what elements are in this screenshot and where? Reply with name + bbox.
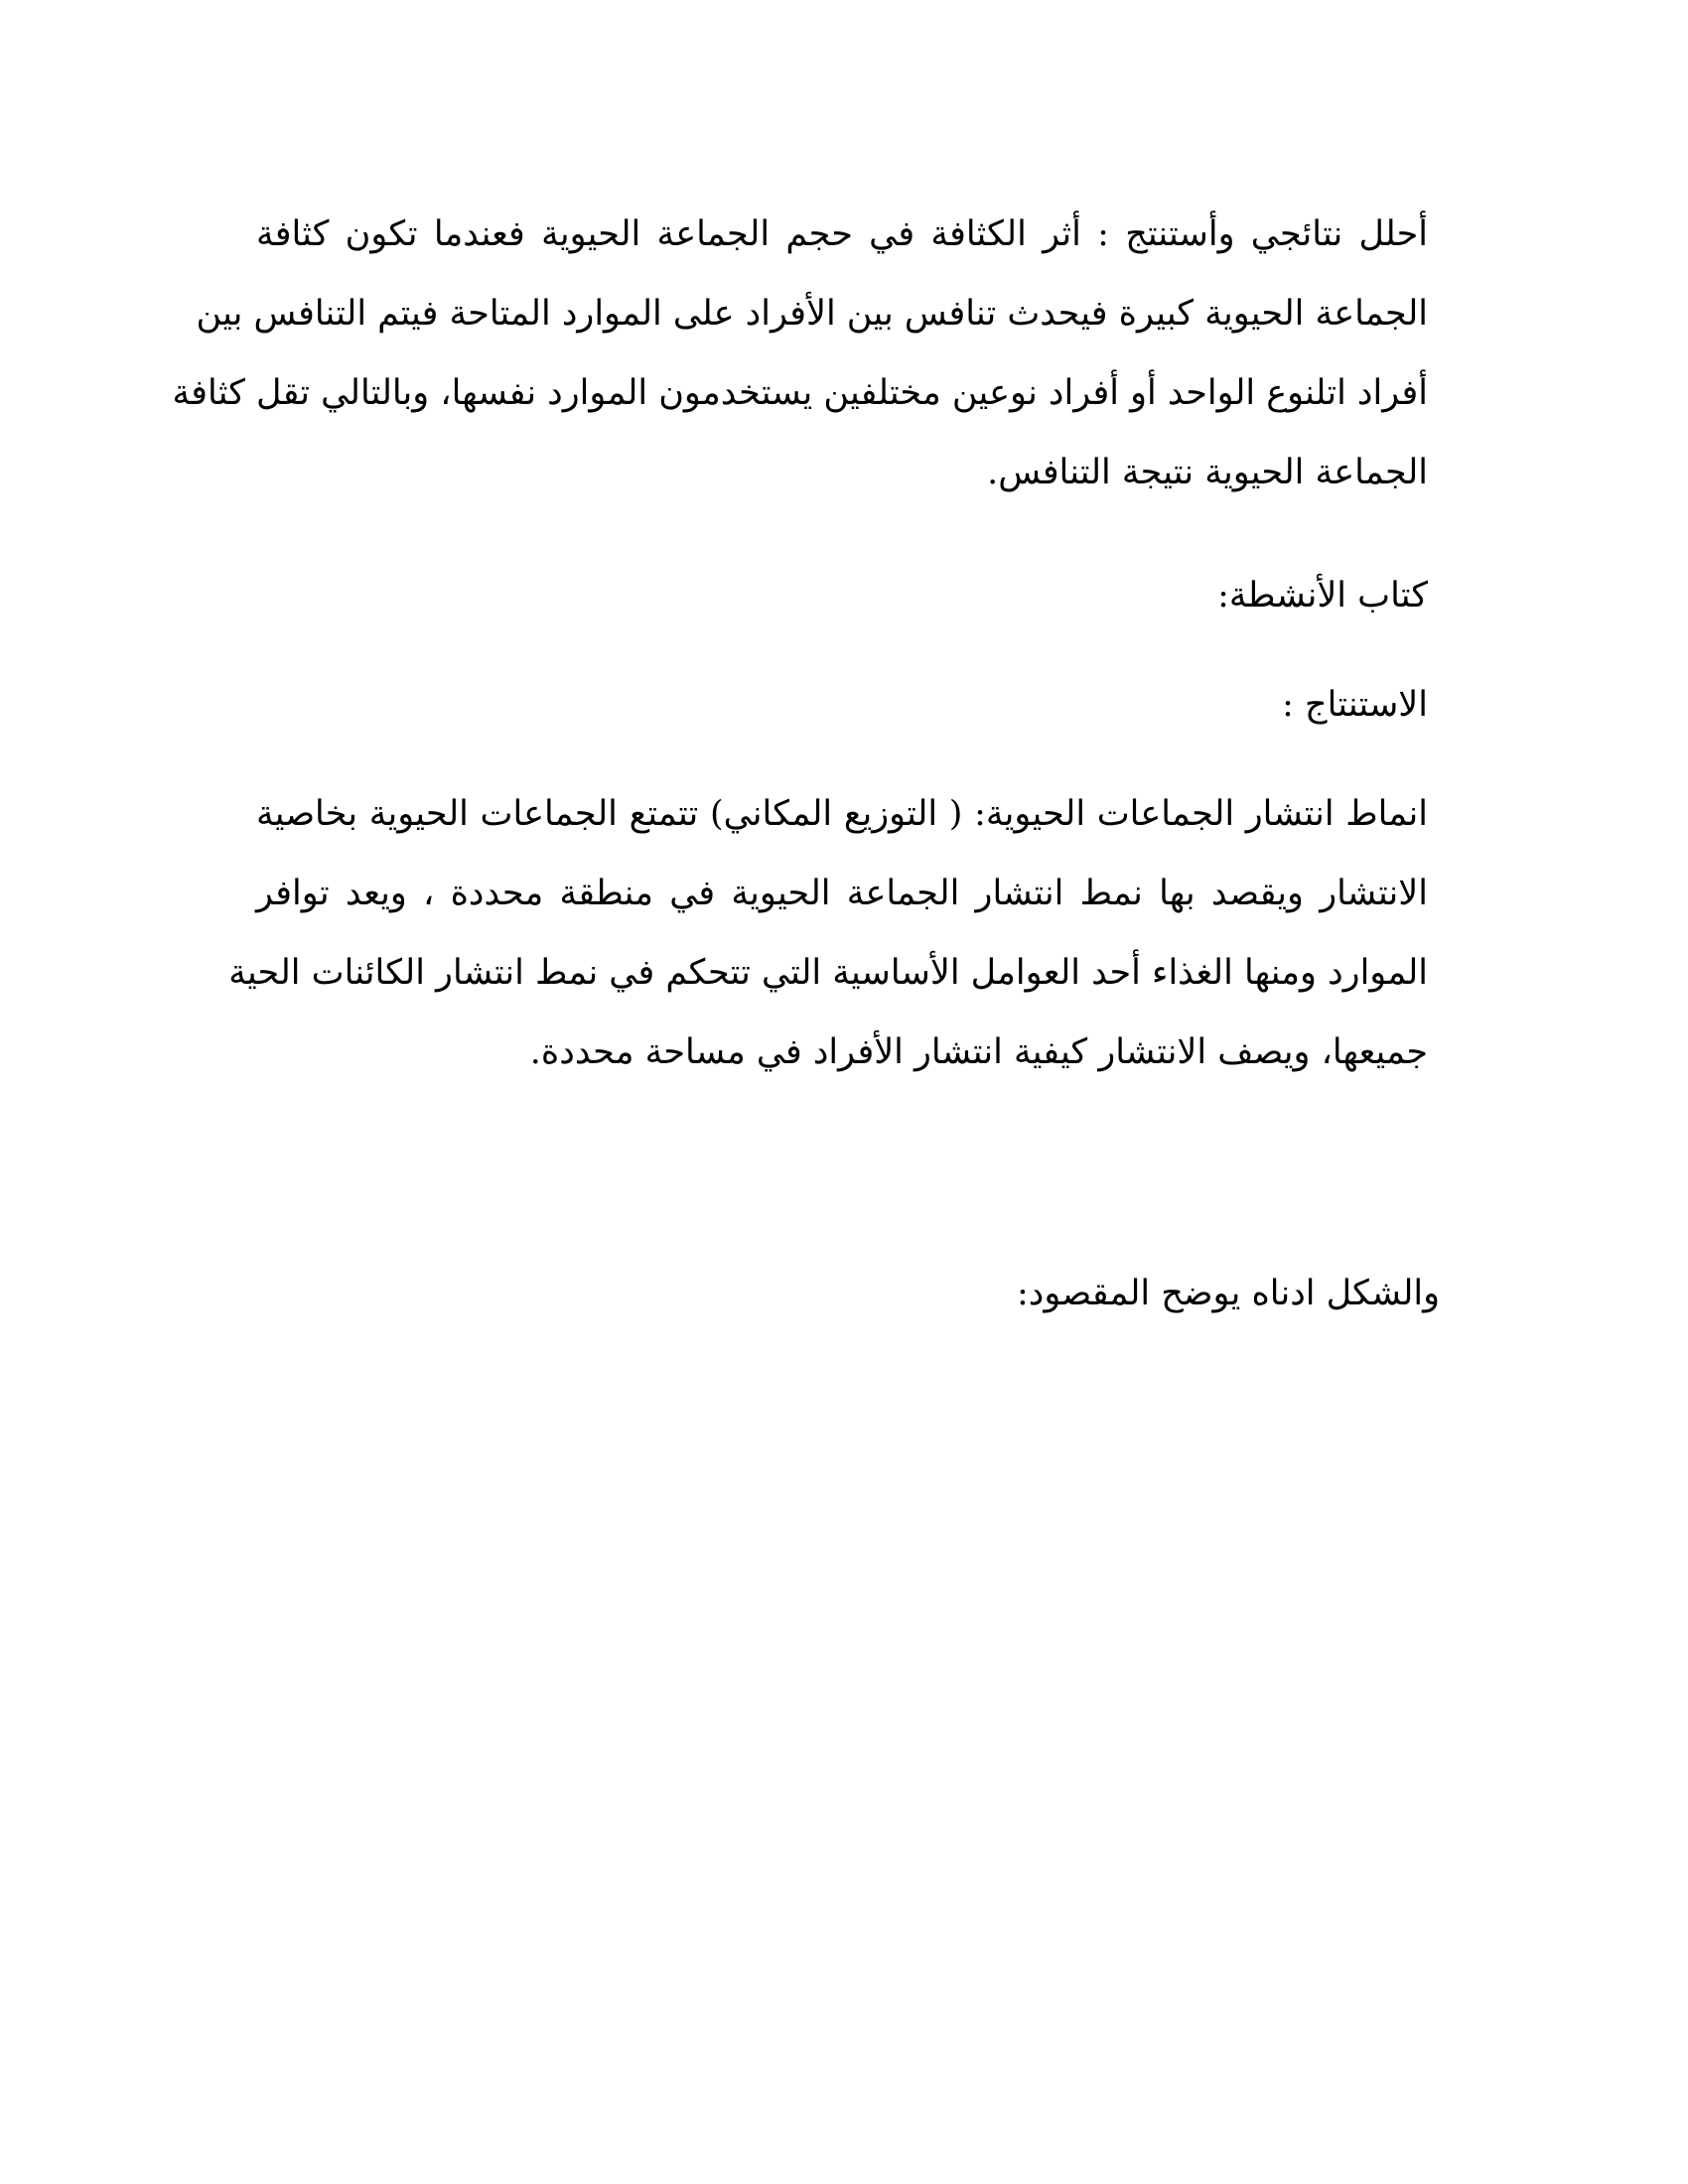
- paragraph-line: الانتشار ويقصد بها نمط انتشار الجماعة الحيوية في منطقة محددة ، ويعد توافر: [256, 874, 1428, 913]
- paragraph-line: أفراد اتلنوع الواحد أو أفراد نوعين مختلفين يستخدمون الموارد نفسها، وبالتالي تقل كثافة: [172, 373, 1428, 413]
- paragraph-line: الموارد ومنها الغذاء أحد العوامل الأساسية التي تتحكم في نمط انتشار الكائنات الحية: [228, 953, 1428, 993]
- paragraph-dispersion-patterns: [228, 774, 1428, 1092]
- caption-text: والشكل ادناه يوضح المقصود:: [1016, 1274, 1440, 1313]
- paragraph-line: انماط انتشار الجماعات الحيوية: ( التوزيع المكاني) تتمتع الجماعات الحيوية بخاصية: [256, 794, 1428, 834]
- paragraph-density-competition: [172, 195, 1428, 512]
- conclusion-heading: [256, 665, 1428, 745]
- paragraph-line: جميعها، ويصف الانتشار كيفية انتشار الأفراد في مساحة محددة.: [529, 1032, 1428, 1072]
- activities-book-heading: [256, 556, 1428, 635]
- heading-text: الاستنتاج :: [1282, 685, 1428, 725]
- paragraph-line: الجماعة الحيوية نتيجة التنافس.: [987, 453, 1428, 492]
- paragraph-line: أحلل نتائجي وأستنتج : أثر الكثافة في حجم الجماعة الحيوية فعندما تكون كثافة: [256, 214, 1428, 254]
- heading-text: كتاب الأنشطة:: [1217, 576, 1428, 615]
- paragraph-line: الجماعة الحيوية كبيرة فيحدث تنافس بين الأفراد على الموارد المتاحة فيتم التنافس بين: [196, 294, 1428, 334]
- figure-caption: [268, 1254, 1440, 1333]
